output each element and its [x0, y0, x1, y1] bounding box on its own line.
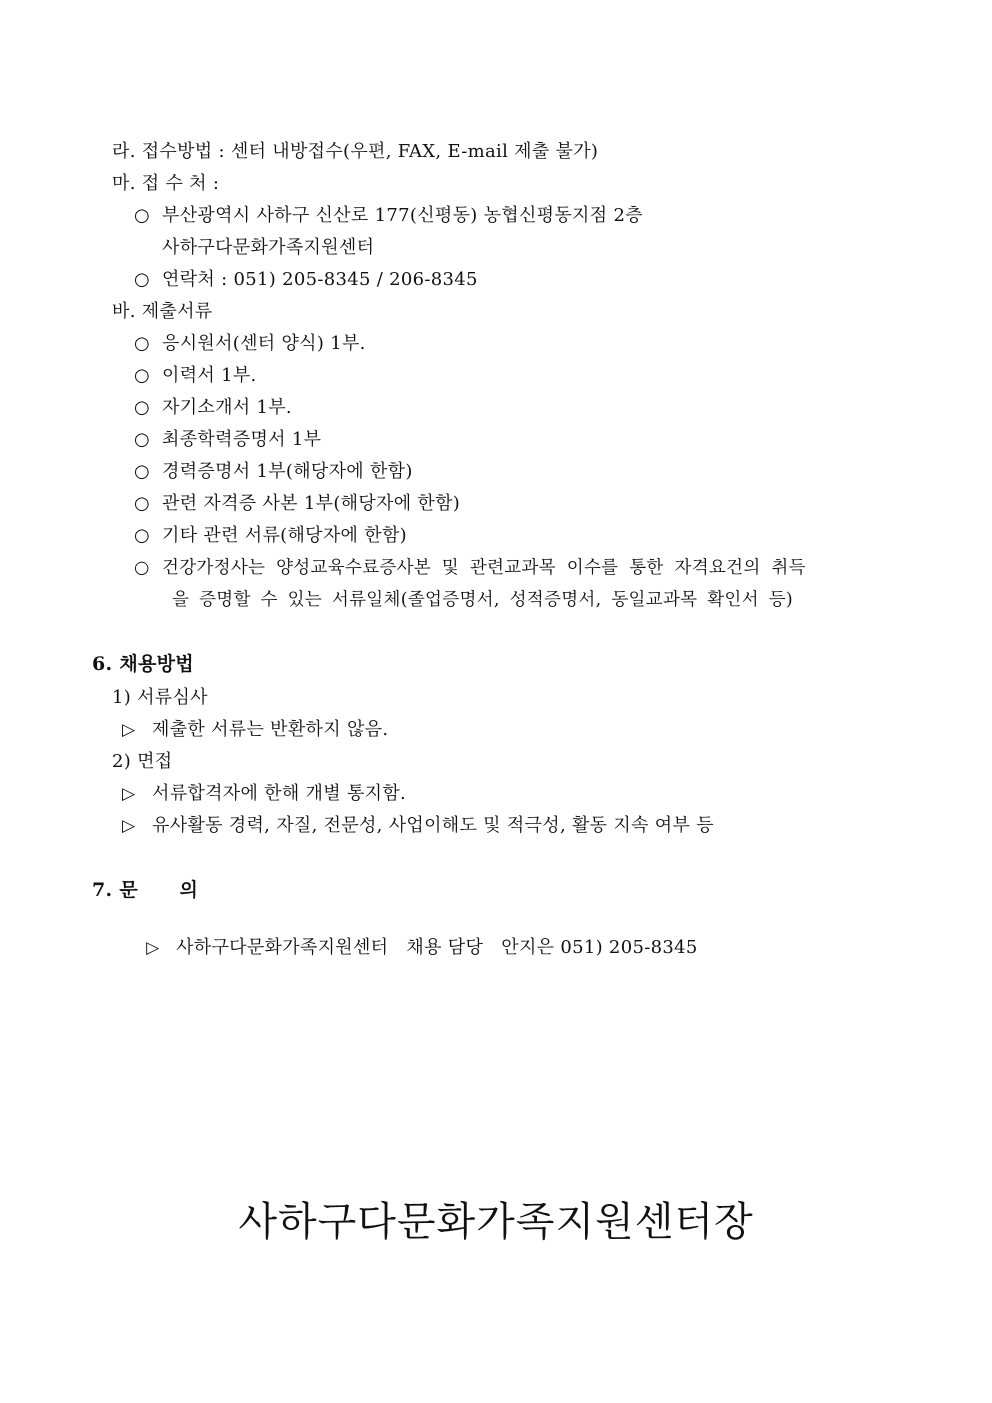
circle-bullet-icon: ○: [134, 205, 151, 226]
contact-detail: ▷ 사하구다문화가족지원센터 채용 담당 안지은 051) 205-8345: [146, 937, 698, 958]
circle-bullet-icon: ○: [134, 333, 151, 354]
document-item: ○ 기타 관련 서류(해당자에 한함): [134, 525, 407, 546]
address-center-name: 사하구다문화가족지원센터: [162, 237, 375, 258]
signature-title: 사하구다문화가족지원센터장: [238, 1199, 754, 1245]
circle-bullet-icon: ○: [134, 525, 151, 546]
document-item: ○ 건강가정사는 양성교육수료증사본 및 관련교과목 이수를 통한 자격요건의 취득: [134, 558, 806, 578]
step-1-detail: ▷ 제출한 서류는 반환하지 않음.: [122, 719, 389, 740]
circle-bullet-icon: ○: [134, 269, 151, 290]
triangle-right-icon: ▷: [122, 784, 136, 804]
triangle-right-icon: ▷: [146, 938, 160, 958]
circle-bullet-icon: ○: [134, 461, 151, 482]
reception-place-label: 마. 접 수 처 :: [112, 173, 220, 194]
section-7-heading: 7. 문 의: [92, 879, 199, 901]
documents-label: 바. 제출서류: [112, 301, 213, 322]
triangle-right-icon: ▷: [122, 720, 136, 740]
circle-bullet-icon: ○: [134, 365, 151, 386]
document-item: ○ 응시원서(센터 양식) 1부.: [134, 333, 366, 354]
address-item: ○ 부산광역시 사하구 신산로 177(신평동) 농협신평동지점 2층: [134, 205, 643, 226]
document-item: ○ 이력서 1부.: [134, 365, 257, 386]
step-document-review: 1) 서류심사: [112, 687, 208, 708]
circle-bullet-icon: ○: [134, 558, 150, 578]
section-6-heading: 6. 채용방법: [92, 653, 194, 675]
document-item-continuation: 을 증명할 수 있는 서류일체(졸업증명서, 성적증명서, 동일교과목 확인서 등): [172, 590, 794, 610]
contact-item: ○ 연락처 : 051) 205-8345 / 206-8345: [134, 269, 478, 290]
triangle-right-icon: ▷: [122, 816, 136, 836]
document-item: ○ 자기소개서 1부.: [134, 397, 292, 418]
step-2-detail: ▷ 서류합격자에 한해 개별 통지함.: [122, 783, 407, 804]
step-interview: 2) 면접: [112, 751, 173, 772]
reception-method: 라. 접수방법 : 센터 내방접수(우편, FAX, E-mail 제출 불가): [112, 141, 599, 162]
document-item: ○ 최종학력증명서 1부: [134, 429, 322, 450]
document-item: ○ 경력증명서 1부(해당자에 한함): [134, 461, 413, 482]
circle-bullet-icon: ○: [134, 397, 151, 418]
circle-bullet-icon: ○: [134, 493, 151, 514]
document-item: ○ 관련 자격증 사본 1부(해당자에 한함): [134, 493, 461, 514]
circle-bullet-icon: ○: [134, 429, 151, 450]
step-2-detail: ▷ 유사활동 경력, 자질, 전문성, 사업이해도 및 적극성, 활동 지속 여부 등: [122, 815, 714, 836]
